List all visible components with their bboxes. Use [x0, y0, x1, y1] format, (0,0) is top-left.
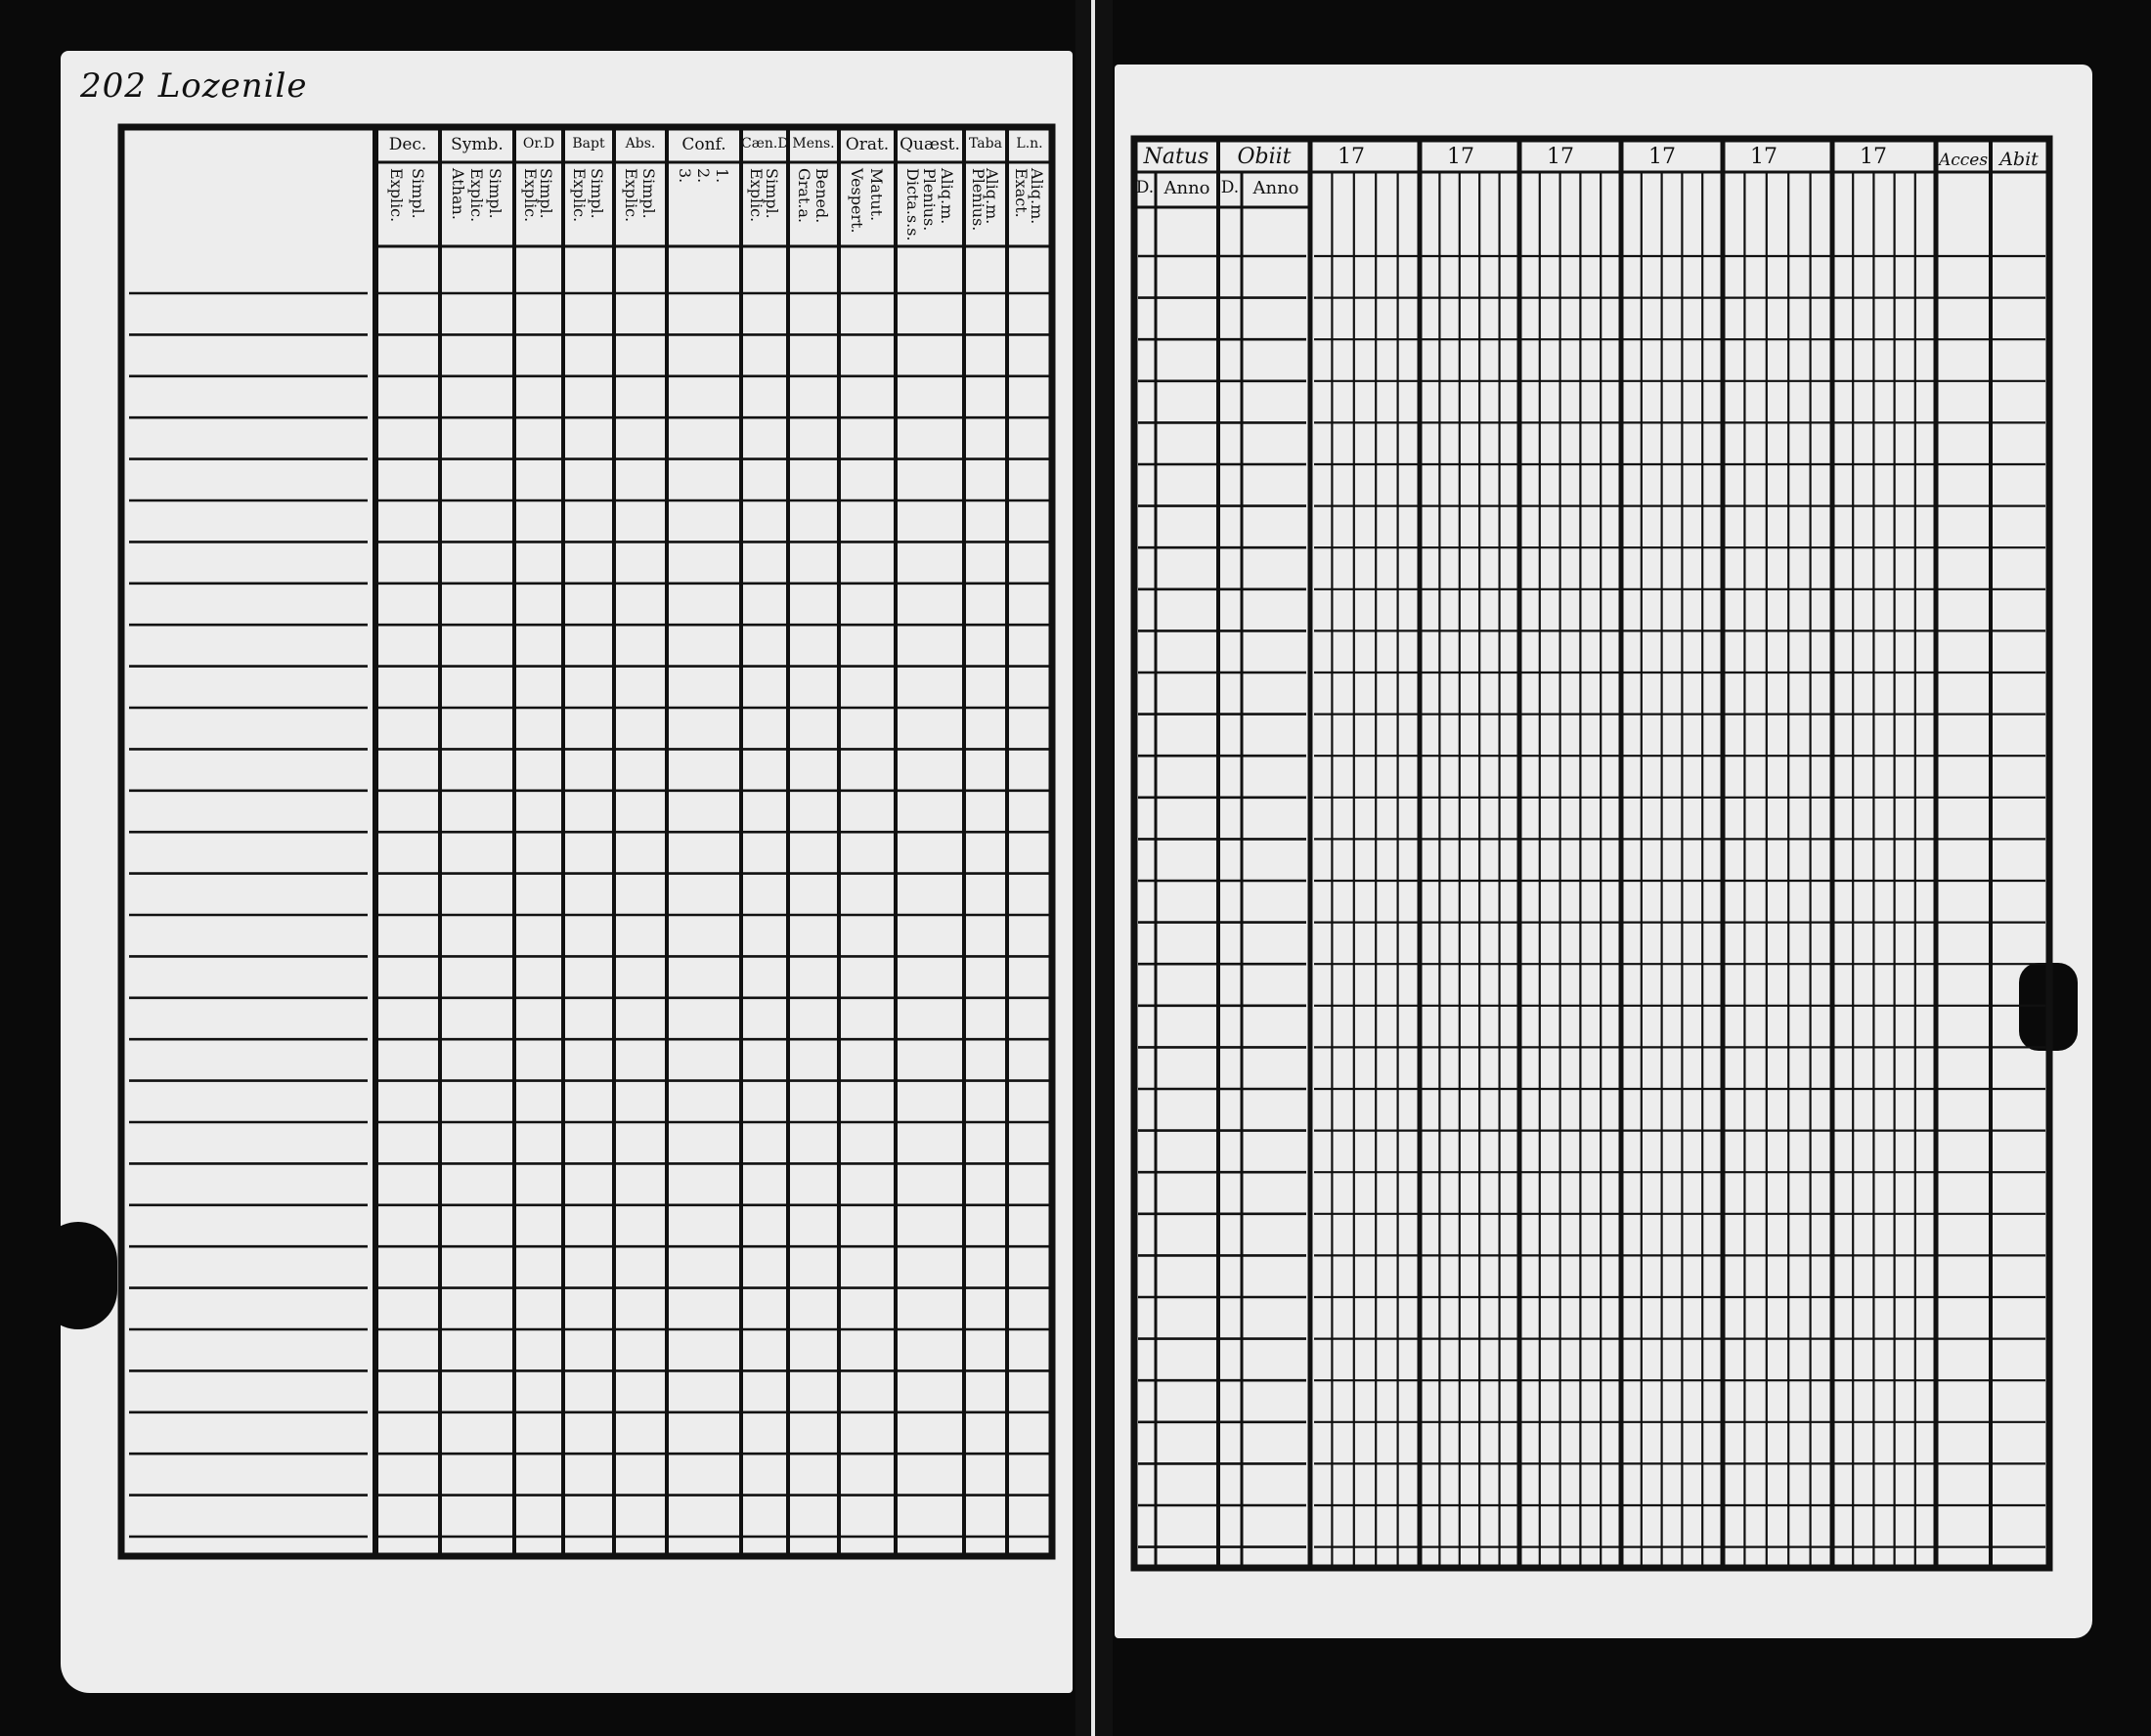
left-col-subheader-quaest: Dicta.s.s.	[902, 168, 922, 241]
left-table-frame	[121, 127, 1052, 1556]
abiit-header: Abit	[1999, 149, 2039, 170]
handwritten-page-note: 202 Lozenile	[80, 66, 308, 106]
left-col-subheader-conf: 2.	[694, 168, 713, 184]
obiit-day-header: D.	[1220, 178, 1240, 197]
left-col-subheader-symb: Simpl.	[486, 168, 505, 219]
obiit-header: Obiit	[1237, 145, 1292, 169]
year-header-4: 17	[1648, 145, 1676, 169]
left-col-subheader-ord: Explic.	[520, 168, 540, 223]
left-col-subheader-ln: Aliq.m.	[1027, 168, 1046, 225]
left-col-header-tab: Taba	[969, 136, 1002, 152]
left-col-header-mens: Mens.	[792, 136, 835, 152]
year-header-6: 17	[1860, 145, 1887, 169]
year-header-3: 17	[1547, 145, 1574, 169]
year-header-1: 17	[1338, 145, 1365, 169]
left-col-header-abs: Abs.	[625, 136, 656, 152]
left-col-header-ln: L.n.	[1016, 136, 1043, 152]
obiit-year-header: Anno	[1252, 178, 1299, 198]
left-col-header-orat: Orat.	[845, 135, 890, 154]
left-col-header-dec: Dec.	[388, 135, 427, 154]
left-col-subheader-cond: Simpl.	[763, 168, 781, 219]
left-col-subheader-conf: 3.	[676, 168, 694, 184]
left-col-subheader-bapt: Simpl.	[587, 168, 606, 219]
left-col-header-quaest: Quæst.	[900, 135, 960, 154]
left-col-subheader-symb: Athan.	[449, 168, 467, 220]
natus-day-header: D.	[1135, 178, 1155, 197]
left-col-subheader-dec: Simpl.	[409, 168, 427, 219]
left-col-subheader-conf: 1.	[713, 168, 731, 184]
left-col-subheader-abs: Explic.	[622, 168, 640, 223]
left-col-subheader-dec: Explic.	[387, 168, 406, 223]
left-col-subheader-ln: Exact.	[1012, 168, 1032, 218]
left-col-subheader-quaest: Aliq.m.	[937, 168, 956, 225]
left-col-subheader-mens: Grat.a.	[795, 168, 814, 224]
natus-year-header: Anno	[1163, 178, 1210, 198]
left-col-subheader-symb: Explic.	[467, 168, 486, 223]
left-col-subheader-ord: Simpl.	[537, 168, 556, 219]
left-col-subheader-orat: Vespert.	[848, 168, 867, 234]
left-col-header-ord: Or.D	[522, 136, 555, 152]
year-header-2: 17	[1447, 145, 1474, 169]
left-col-header-conf: Conf.	[681, 135, 726, 154]
year-header-5: 17	[1750, 145, 1778, 169]
accessit-header: Acces	[1938, 151, 1989, 170]
right-table-frame	[1134, 139, 2049, 1568]
left-col-header-bapt: Bapt	[572, 136, 605, 152]
left-col-subheader-quaest: Plenius.	[920, 168, 939, 232]
left-col-header-cond: Cæn.D	[741, 136, 789, 152]
left-col-header-symb: Symb.	[451, 135, 504, 154]
left-col-subheader-tab: Plenius.	[968, 168, 988, 232]
left-col-subheader-orat: Matut.	[866, 168, 886, 222]
left-col-subheader-cond: Explic.	[747, 168, 766, 223]
natus-header: Natus	[1143, 145, 1209, 169]
left-col-subheader-bapt: Explic.	[570, 168, 590, 223]
left-col-subheader-mens: Bened.	[812, 168, 831, 224]
left-col-subheader-abs: Simpl.	[639, 168, 658, 219]
left-col-subheader-tab: Aliq.m.	[983, 168, 1002, 225]
